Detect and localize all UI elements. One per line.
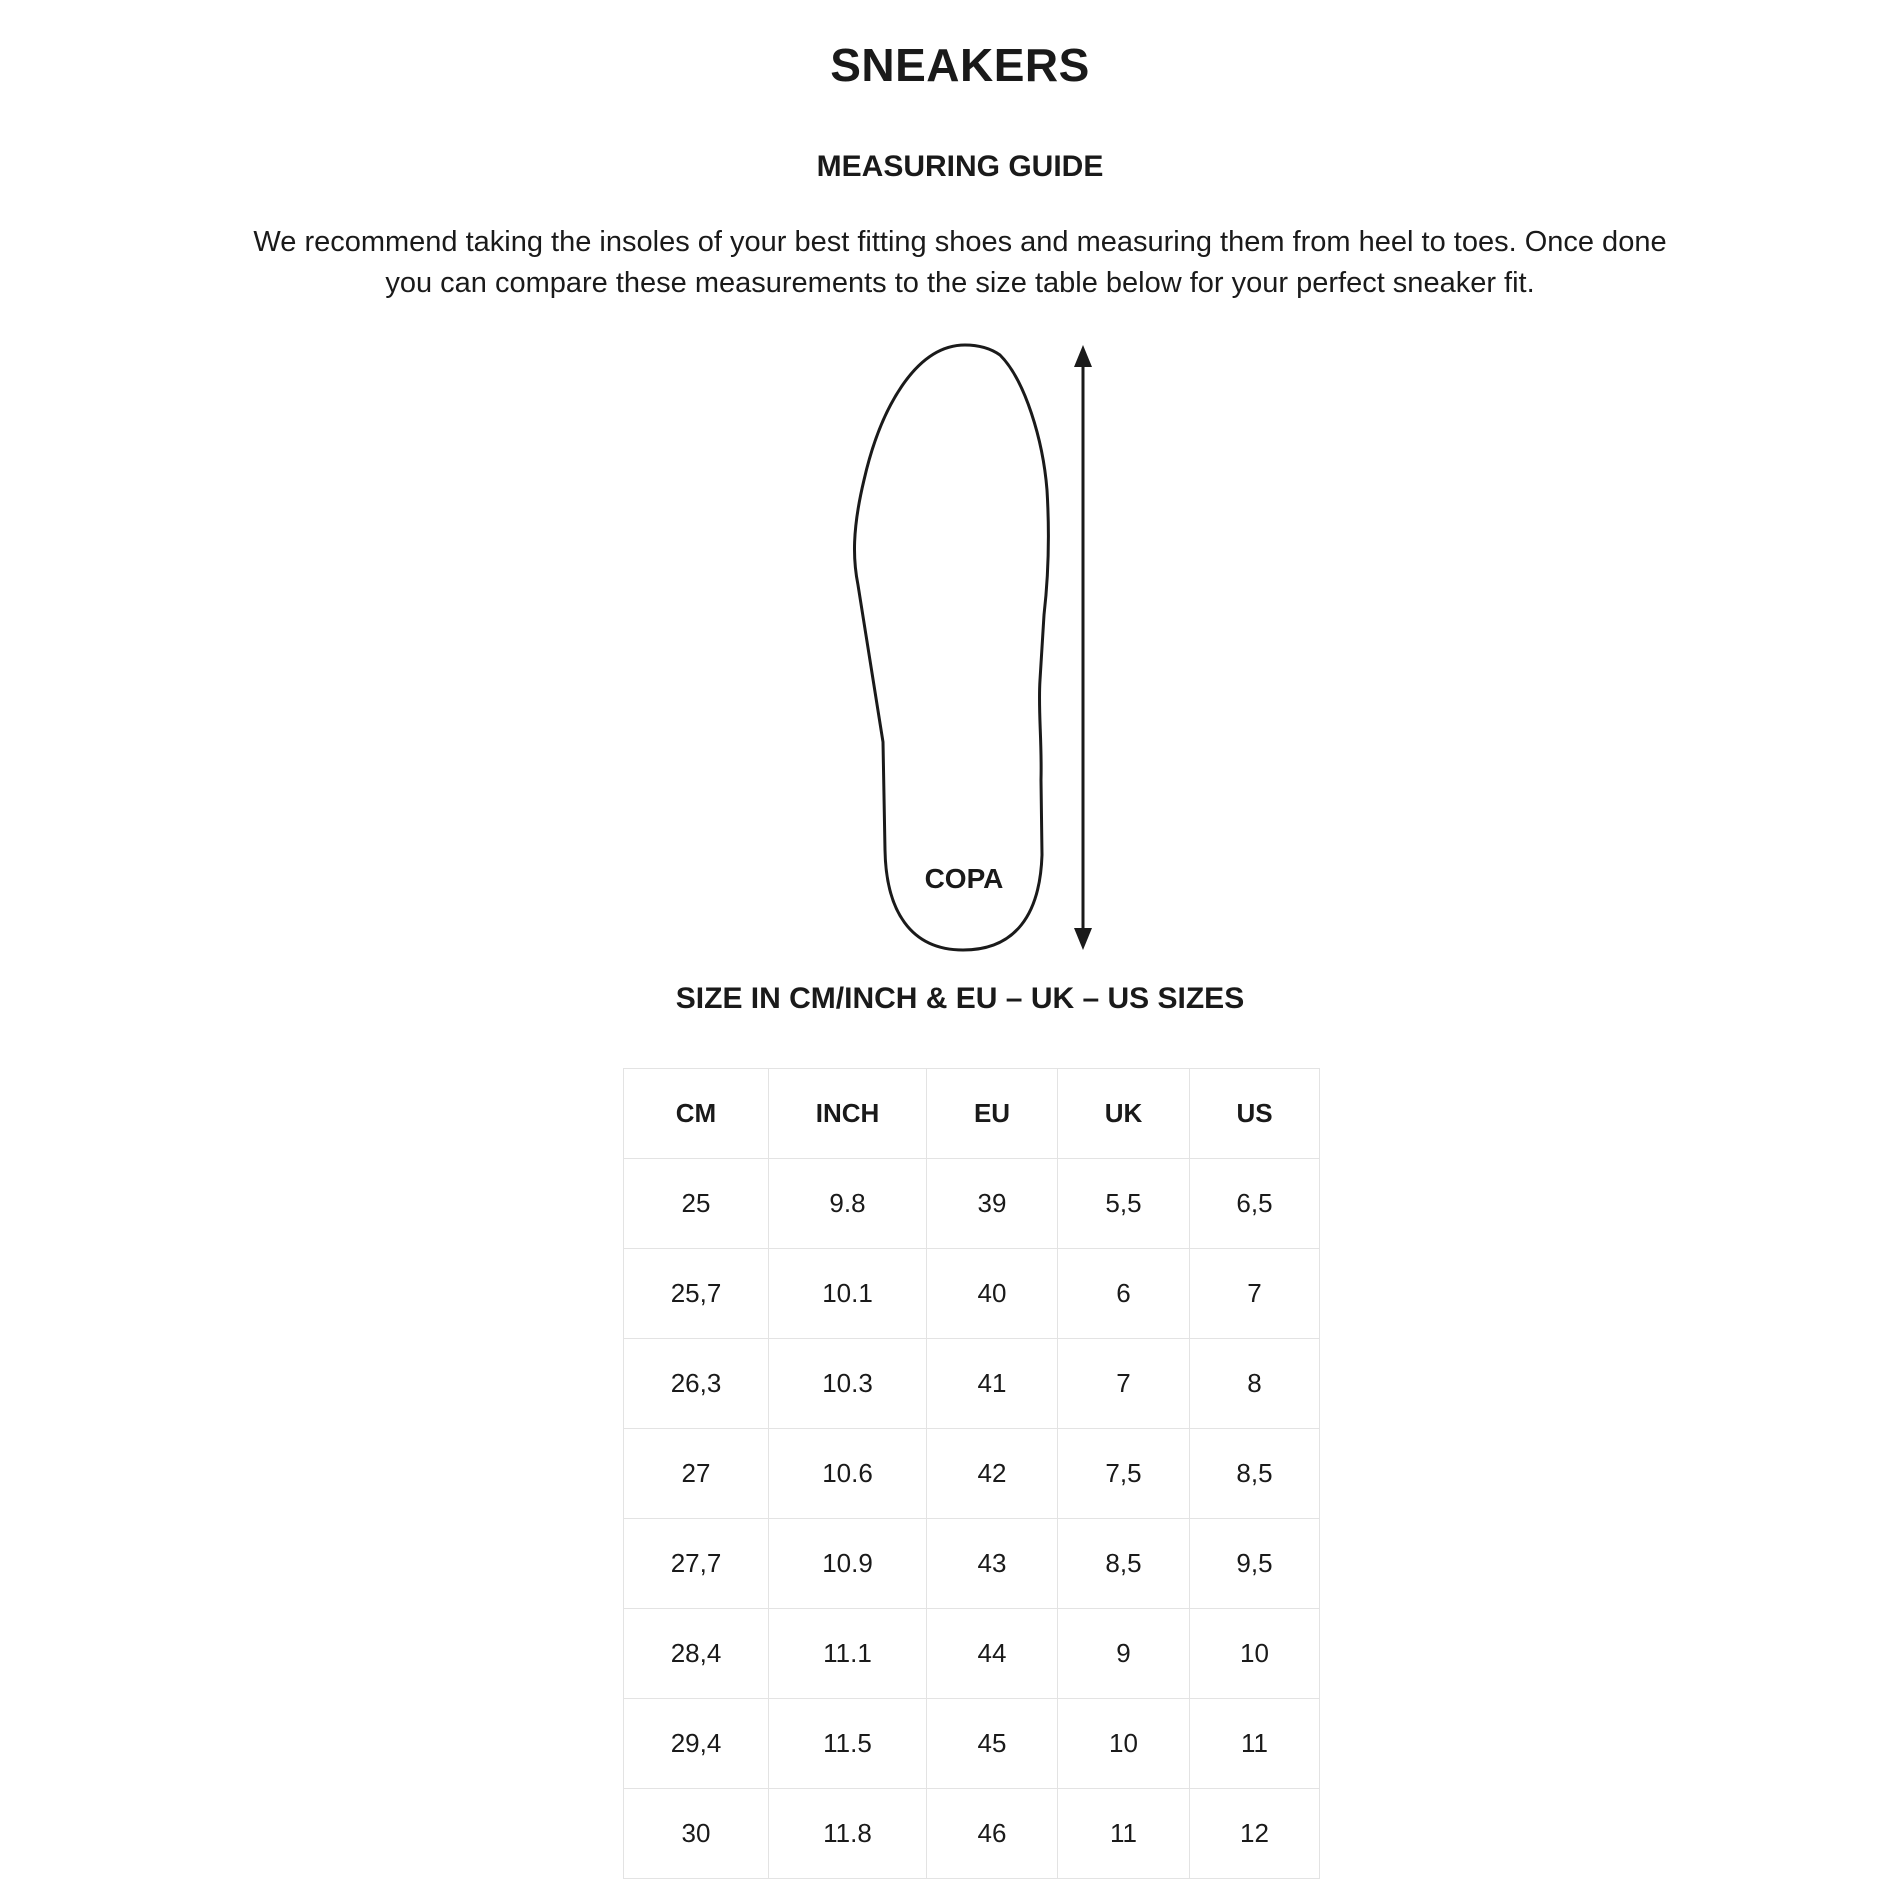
measuring-guide-heading: MEASURING GUIDE xyxy=(816,150,1104,183)
cell-eu: 46 xyxy=(927,1789,1058,1879)
cell-cm: 26,3 xyxy=(624,1339,769,1429)
cell-inch: 11.1 xyxy=(769,1609,927,1699)
cell-eu: 42 xyxy=(927,1429,1058,1519)
cell-cm: 25,7 xyxy=(624,1249,769,1339)
table-header-row xyxy=(624,1069,1320,1159)
cell-uk: 9 xyxy=(1058,1609,1190,1699)
page-title: SNEAKERS xyxy=(830,39,1090,91)
column-header-inch: INCH xyxy=(769,1069,927,1159)
cell-uk: 8,5 xyxy=(1058,1519,1190,1609)
double-arrow-icon xyxy=(1074,345,1092,950)
table-row xyxy=(624,1789,1320,1879)
cell-cm: 28,4 xyxy=(624,1609,769,1699)
cell-uk: 5,5 xyxy=(1058,1159,1190,1249)
intro-line-2: you can compare these measurements to the size table below for your perfect sneaker fit. xyxy=(385,267,1535,299)
cell-inch: 10.1 xyxy=(769,1249,927,1339)
cell-eu: 40 xyxy=(927,1249,1058,1339)
cell-uk: 7,5 xyxy=(1058,1429,1190,1519)
cell-eu: 43 xyxy=(927,1519,1058,1609)
column-header-us: US xyxy=(1190,1069,1320,1159)
table-row xyxy=(624,1519,1320,1609)
cell-uk: 11 xyxy=(1058,1789,1190,1879)
cell-eu: 44 xyxy=(927,1609,1058,1699)
cell-eu: 45 xyxy=(927,1699,1058,1789)
intro-line-1: We recommend taking the insoles of your best fitting shoes and measuring them from heel to toes. Once done xyxy=(253,226,1667,258)
cell-uk: 10 xyxy=(1058,1699,1190,1789)
column-header-eu: EU xyxy=(927,1069,1058,1159)
insole-logo: COPA xyxy=(924,863,1004,894)
cell-inch: 10.6 xyxy=(769,1429,927,1519)
table-row xyxy=(624,1339,1320,1429)
cell-uk: 7 xyxy=(1058,1339,1190,1429)
cell-inch: 10.3 xyxy=(769,1339,927,1429)
intro-paragraph xyxy=(200,222,1720,304)
insole-illustration xyxy=(820,330,1100,960)
cell-us: 9,5 xyxy=(1190,1519,1320,1609)
cell-inch: 10.9 xyxy=(769,1519,927,1609)
cell-cm: 30 xyxy=(624,1789,769,1879)
column-header-uk: UK xyxy=(1058,1069,1190,1159)
cell-cm: 27 xyxy=(624,1429,769,1519)
cell-inch: 11.5 xyxy=(769,1699,927,1789)
cell-cm: 27,7 xyxy=(624,1519,769,1609)
cell-eu: 41 xyxy=(927,1339,1058,1429)
table-row xyxy=(624,1429,1320,1519)
size-table xyxy=(623,1068,1320,1879)
cell-cm: 25 xyxy=(624,1159,769,1249)
size-table-heading: SIZE IN CM/INCH & EU – UK – US SIZES xyxy=(675,982,1245,1015)
insole-outline-icon xyxy=(854,345,1048,950)
table-row xyxy=(624,1159,1320,1249)
table-row xyxy=(624,1249,1320,1339)
cell-us: 12 xyxy=(1190,1789,1320,1879)
table-row xyxy=(624,1609,1320,1699)
cell-us: 11 xyxy=(1190,1699,1320,1789)
table-row xyxy=(624,1699,1320,1789)
cell-inch: 11.8 xyxy=(769,1789,927,1879)
cell-eu: 39 xyxy=(927,1159,1058,1249)
cell-us: 8 xyxy=(1190,1339,1320,1429)
cell-us: 10 xyxy=(1190,1609,1320,1699)
cell-uk: 6 xyxy=(1058,1249,1190,1339)
cell-cm: 29,4 xyxy=(624,1699,769,1789)
column-header-cm: CM xyxy=(624,1069,769,1159)
cell-us: 6,5 xyxy=(1190,1159,1320,1249)
cell-inch: 9.8 xyxy=(769,1159,927,1249)
cell-us: 7 xyxy=(1190,1249,1320,1339)
cell-us: 8,5 xyxy=(1190,1429,1320,1519)
